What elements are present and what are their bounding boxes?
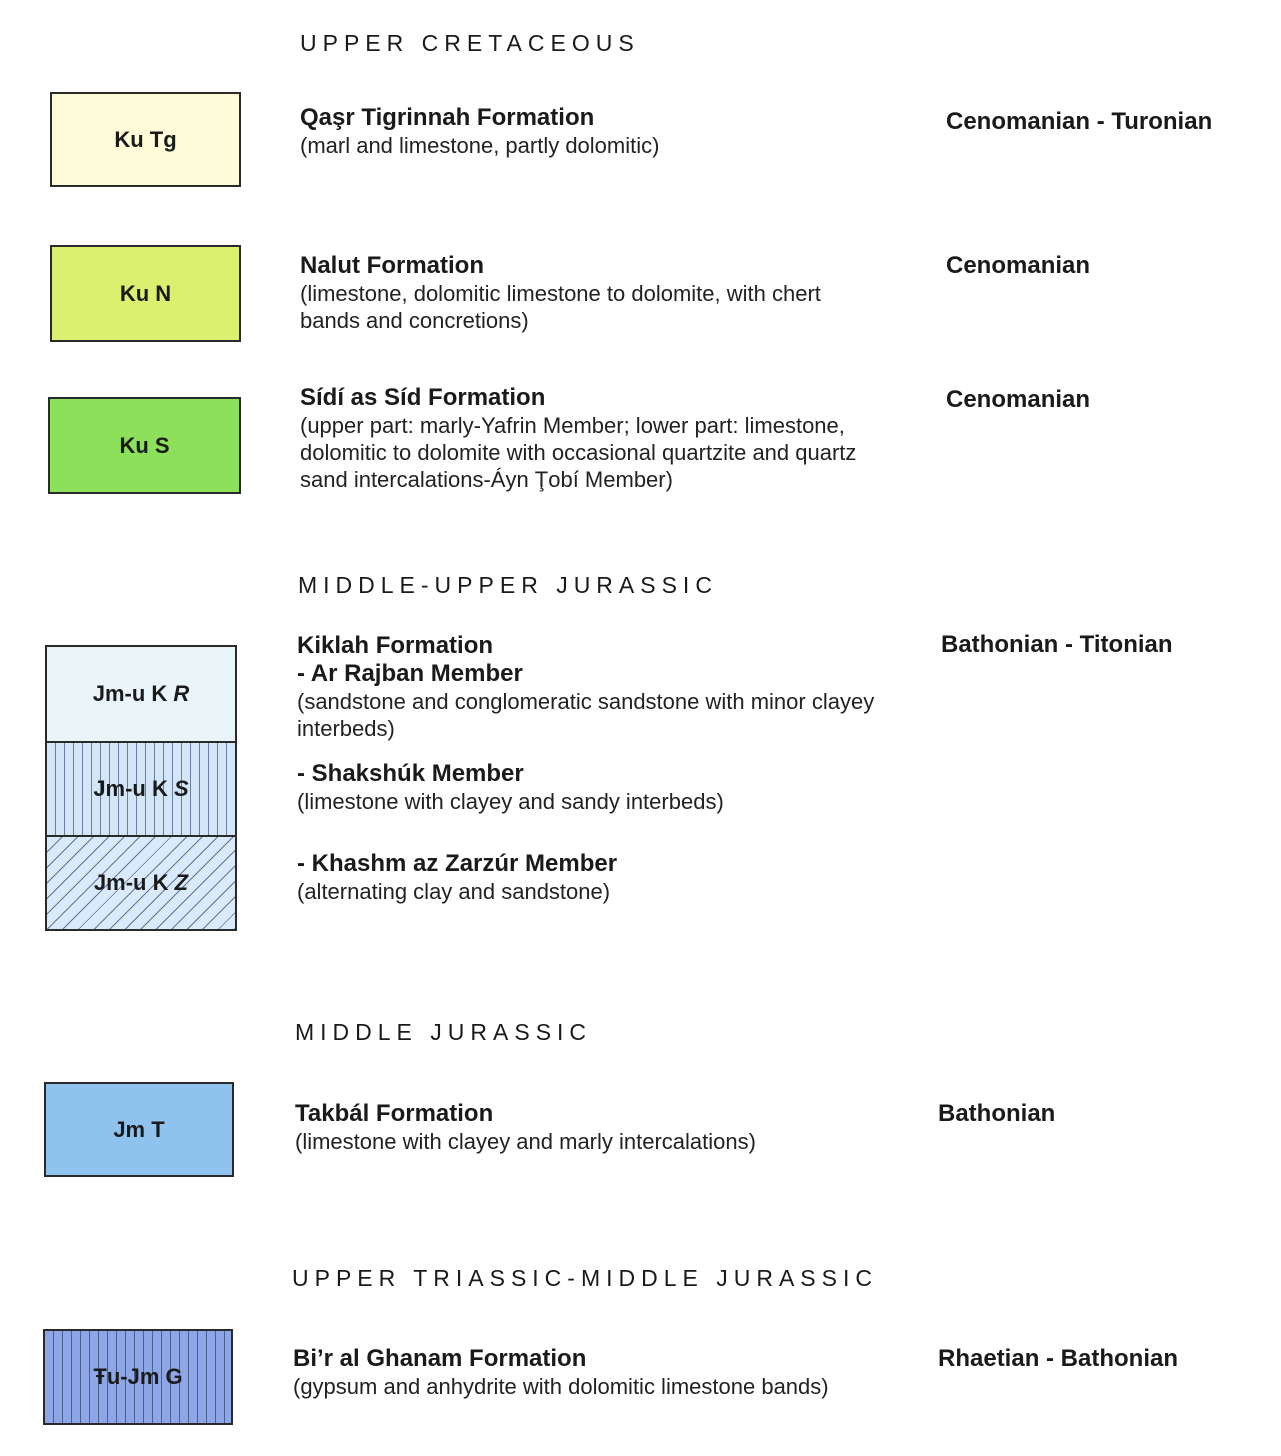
unit-code: Ku Tg bbox=[114, 126, 177, 152]
member-name: - Shakshúk Member bbox=[297, 760, 524, 787]
age-label: Cenomanian bbox=[946, 252, 1091, 279]
formation-name: Bi’r al Ghanam Formation bbox=[293, 1345, 587, 1372]
unit-code: Ŧu-Jm G bbox=[93, 1364, 183, 1389]
unit-entry-sidi-as-sid bbox=[300, 384, 900, 493]
formation-name: Qaşr Tigrinnah Formation bbox=[300, 104, 595, 131]
formation-description: (gypsum and anhydrite with dolomitic limestone bands) bbox=[293, 1374, 829, 1399]
legend-swatch-ku-tg bbox=[50, 92, 241, 187]
unit-entry-shakshuk bbox=[297, 760, 897, 815]
section-heading-upper-triassic-middle-jurassic: UPPER TRIASSIC-MIDDLE JURASSIC bbox=[292, 1265, 878, 1291]
member-description: (alternating clay and sandstone) bbox=[297, 879, 611, 904]
unit-entry-qasr-tigrinnah bbox=[300, 104, 900, 159]
formation-description: (marl and limestone, partly dolomitic) bbox=[300, 133, 660, 158]
section-heading-upper-cretaceous: UPPER CRETACEOUS bbox=[300, 30, 640, 56]
formation-name: Takbál Formation bbox=[295, 1100, 494, 1127]
unit-entry-takbal bbox=[295, 1100, 915, 1155]
unit-code: Jm T bbox=[113, 1116, 165, 1142]
legend-swatch-ku-s bbox=[48, 397, 241, 494]
age-label: Bathonian - Titonian bbox=[941, 631, 1173, 658]
formation-description: (limestone with clayey and marly intercalations) bbox=[295, 1129, 756, 1154]
legend-swatch-jm-u-k-r bbox=[47, 647, 235, 741]
age-label: Cenomanian - Turonian bbox=[946, 108, 1213, 135]
member-description: (sandstone and conglomeratic sandstone with minor clayey interbeds) bbox=[297, 689, 875, 741]
unit-code: Ku N bbox=[119, 280, 172, 306]
age-label: Rhaetian - Bathonian bbox=[938, 1345, 1179, 1372]
section-heading-middle-jurassic: MIDDLE JURASSIC bbox=[295, 1019, 593, 1045]
legend-swatch-jm-u-k-z bbox=[47, 835, 235, 929]
legend-swatch-jm-t bbox=[44, 1082, 234, 1177]
section-heading-middle-upper-jurassic: MIDDLE-UPPER JURASSIC bbox=[298, 572, 718, 598]
unit-code: Jm-u K Z bbox=[93, 870, 189, 895]
formation-name: Nalut Formation bbox=[300, 252, 484, 279]
legend-swatch-jm-u-k-s bbox=[47, 741, 235, 835]
unit-entry-khashm-az-zarzur bbox=[297, 850, 897, 905]
unit-entry-nalut bbox=[300, 252, 880, 334]
member-name: - Ar Rajban Member bbox=[297, 660, 523, 687]
formation-name: Sídí as Síd Formation bbox=[300, 384, 546, 411]
legend-swatch-stack-kiklah bbox=[45, 645, 237, 931]
formation-description: (upper part: marly-Yafrin Member; lower part: limestone, dolomitic to dolomite with occasional quartzite and quartz sand intercalations-Áyn Ţobí Member) bbox=[300, 413, 857, 492]
member-description: (limestone with clayey and sandy interbeds) bbox=[297, 789, 724, 814]
age-label: Bathonian bbox=[938, 1100, 1056, 1127]
legend-swatch-ku-n bbox=[50, 245, 241, 342]
unit-entry-bir-al-ghanam bbox=[293, 1345, 913, 1400]
formation-description: (limestone, dolomitic limestone to dolomite, with chert bands and concretions) bbox=[300, 281, 821, 333]
legend-swatch-tru-jm-g bbox=[43, 1329, 233, 1425]
unit-code: Ku S bbox=[119, 432, 170, 458]
member-name: - Khashm az Zarzúr Member bbox=[297, 850, 618, 877]
unit-entry-kiklah bbox=[297, 632, 897, 742]
unit-code: Jm-u K S bbox=[93, 776, 189, 801]
age-label: Cenomanian bbox=[946, 386, 1091, 413]
unit-code: Jm-u K R bbox=[92, 681, 190, 706]
formation-name: Kiklah Formation bbox=[297, 632, 494, 659]
